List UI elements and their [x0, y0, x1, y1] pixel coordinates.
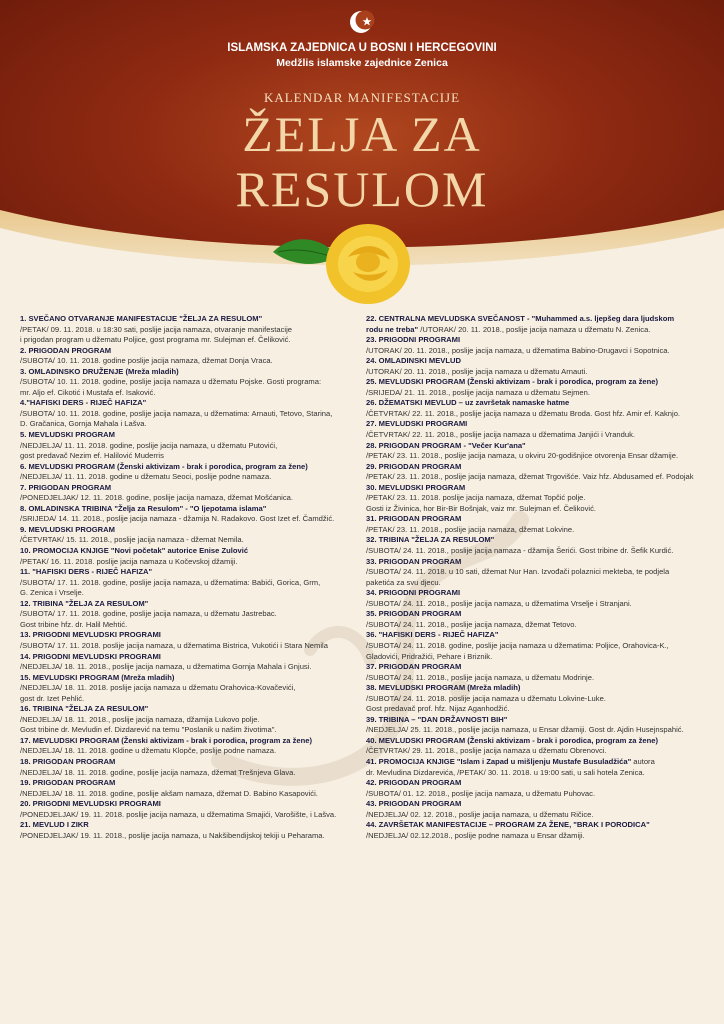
event-title: 39. TRIBINA – "DAN DRŽAVNOSTI BIH" — [366, 714, 508, 724]
event-item — [20, 820, 365, 841]
event-description: /PETAK/ 09. 11. 2018. u 18:30 sati, poslije jacija namaza, otvaranje manifestacije — [20, 324, 292, 334]
event-description: /SUBOTA/ 24. 11. 2018., poslije jacija namaza, u džematu Modrinje. — [366, 672, 595, 682]
event-item — [20, 483, 365, 504]
event-description: Gosti iz Živinica, hor Bir-Bir Bošnjak, vaiz mr. Sulejman ef. Čeliković. — [366, 503, 596, 513]
event-description: /NEDJELJA/ 18. 11. 2018. godine, poslije akšam namaza, džemat D. Babino Kasapovići. — [20, 788, 318, 798]
event-title: 33. PRIGODAN PROGRAM — [366, 556, 462, 566]
event-title: 1. SVEČANO OTVARANJE MANIFESTACIJE "ŽELJA ZA RESULOM" — [20, 314, 263, 323]
event-description: /PONEDJELJAK/ 19. 11. 2018., poslije jacija namaza, u Nakšibendijskoj tekiji u Peharama. — [20, 830, 325, 840]
event-description: gost dr. Izet Pehlić. — [20, 693, 85, 703]
event-description: /PETAK/ 16. 11. 2018. poslije jacija namaza u Kočevskoj džamiji. — [20, 556, 238, 566]
title-line-2: RESULOM — [235, 161, 489, 217]
event-item — [366, 356, 711, 377]
event-title: 35. PRIGODAN PROGRAM — [366, 609, 462, 619]
event-description: /SUBOTA/ 24. 11. 2018. poslije jacija namaza u džematu Lokvine-Luke. — [366, 693, 606, 703]
event-description: i prigodan program u džematu Poljice, gost programa mr. Sulejman ef. Čeliković. — [20, 335, 291, 345]
events-column-left — [20, 314, 365, 841]
event-item — [366, 757, 711, 778]
event-description: /SUBOTA/ 24. 11. 2018., poslije jacija namaza, u džematima Vrselje i Stranjani. — [366, 598, 632, 608]
event-title: 38. MEVLUDSKI PROGRAM (Mreža mladih) — [366, 683, 521, 693]
event-item — [20, 398, 365, 430]
event-description: /PETAK/ 23. 11. 2018., poslije jacija namaza, u okviru 20-godišnjice otvorenja Ensar džamije. — [366, 451, 679, 461]
event-title: 32. TRIBINA "ŽELJA ZA RESULOM" — [366, 535, 495, 545]
event-description: /SUBOTA/ 24. 11. 2018. godine, poslije jacija namaza u džematima: Poljice, Orahovica-K., — [366, 640, 669, 650]
event-description: /SUBOTA/ 10. 11. 2018. godine, poslije jacija namaza u džematu Pojske. Gosti programa: — [20, 377, 322, 387]
event-description: gost predavač Nezim ef. Halilović Muderris — [20, 451, 164, 461]
event-description: paketića za svu djecu. — [366, 577, 441, 587]
event-item — [20, 704, 365, 736]
event-item — [20, 546, 365, 567]
event-item — [20, 736, 365, 757]
event-title: 44. ZAVRŠETAK MANIFESTACIJE – PROGRAM ZA ŽENE, "BRAK I PORODICA" — [366, 820, 650, 830]
event-title: 6. MEVLUDSKI PROGRAM (Ženski aktivizam - brak i porodica, program za žene) — [20, 461, 308, 471]
event-description: Gost tribine hfz. dr. Halil Mehtić. — [20, 619, 128, 629]
event-title: 27. MEVLUDSKI PROGRAMI — [366, 419, 468, 429]
event-item — [366, 462, 711, 483]
event-item — [366, 630, 711, 662]
event-item — [366, 715, 711, 736]
event-title: 36. "HAFISKI DERS - RIJEČ HAFIZA" — [366, 630, 499, 640]
event-item — [20, 673, 365, 705]
event-description: /NEDJELJA/ 18. 11. 2018., poslije jacija namaza, u džematima Gornja Mahala i Gnjusi. — [20, 662, 312, 672]
event-title: 26. DŽEMATSKI MEVLUD – uz završetak namaske hatme — [366, 398, 570, 408]
event-description: /SRIJEDA/ 14. 11. 2018., poslije jacija namaza - džamija N. Radakovo. Gost Izet ef. Čamdžić. — [20, 514, 335, 524]
event-description: /PETAK/ 23. 11. 2018., poslije jacija namaza, džemat Trgovišće. Vaiz hfz. Abdusamed ef. Podojak — [366, 472, 694, 482]
event-description: /SUBOTA/ 10. 11. 2018. godine poslije jacija namaza, džemat Donja Vraca. — [20, 356, 273, 366]
event-description: /SUBOTA/ 24. 11. 2018. u 10 sati, džemat Nur Han. Izvođači polaznici mekteba, te podjela — [366, 567, 670, 577]
event-item — [20, 462, 365, 483]
event-title: 42. PRIGODAN PROGRAM — [366, 778, 462, 788]
calendar-subtitle: KALENDAR MANIFESTACIJE — [263, 90, 461, 105]
event-item — [366, 398, 711, 419]
event-description: /NEDJELJA/ 18. 11. 2018. godine, poslije jacija namaza, džemat Trešnjeva Glava. — [20, 767, 296, 777]
event-title: 7. PRIGODAN PROGRAM — [20, 482, 112, 492]
event-description: /ČETVRTAK/ 22. 11. 2018., poslije jacija namaza u džematu Broda. Gost hfz. Amir ef. Kaknjo. — [366, 408, 681, 418]
event-description: /NEDJELJA/ 18. 11. 2018., poslije jacija namaza, džamija Lukovo polje. — [20, 714, 260, 724]
event-description: /SUBOTA/ 10. 11. 2018. godine, poslije jacija namaza, u džematima: Arnauti, Tetovo, Starina, — [20, 408, 333, 418]
title-line-1: ŽELJA ZA — [242, 106, 482, 162]
event-description: /SUBOTA/ 17. 11. 2018. godine, poslije jacija namaza, u džematu Jastrebac. — [20, 609, 277, 619]
event-title: 10. PROMOCIJA KNJIGE "Novi početak" autorice Enise Zulović — [20, 546, 249, 556]
event-title: 41. PROMOCIJA KNJIGE "Islam i Zapad u mišljenju Mustafe Busuladžića" autora — [366, 756, 655, 766]
event-title: 11. "HAFISKI DERS - RIJEČ HAFIZA" — [20, 567, 153, 577]
event-item — [366, 441, 711, 462]
event-title: 31. PRIGODAN PROGRAM — [366, 514, 462, 524]
event-title: 40. MEVLUDSKI PROGRAM (Ženski aktivizam - brak i porodica, program za žene) — [366, 735, 659, 745]
event-title: 4."HAFISKI DERS - RIJEČ HAFIZA" — [20, 398, 147, 408]
event-item — [20, 799, 365, 820]
event-item — [20, 599, 365, 631]
event-item — [366, 736, 711, 757]
event-item — [20, 346, 365, 367]
organization-subname: Medžlis islamske zajednice Zenica — [276, 57, 448, 69]
event-description: /UTORAK/ 20. 11. 2018., poslije jacija namaza u džematu Arnauti. — [366, 366, 588, 376]
event-description: /PONEDJELJAK/ 12. 11. 2018. godine, poslije jacija namaza, džemat Mošćanica. — [20, 493, 293, 503]
event-title: 30. MEVLUDSKI PROGRAM — [366, 482, 466, 492]
event-description: Gladovići, Pridražići, Pehare i Briznik. — [366, 651, 493, 661]
event-item — [366, 377, 711, 398]
event-description: Gost tribine dr. Mevludin ef. Dizdarević na temu "Poslanik u našim životima". — [20, 725, 277, 735]
event-title: 19. PRIGODAN PROGRAM — [20, 778, 116, 788]
event-item — [366, 483, 711, 515]
crescent-star-logo-icon — [348, 8, 376, 36]
event-description: mr. Aljo ef. Cikotić i Mustafa ef. Isaković. — [20, 387, 156, 397]
event-item — [20, 652, 365, 673]
event-description: D. Gračanica, Gornja Mahala i Lašva. — [20, 419, 147, 429]
event-item — [366, 662, 711, 683]
event-title: 34. PRIGODNI PROGRAMI — [366, 588, 461, 598]
event-title: 8. OMLADINSKA TRIBINA "Želja za Resulom" - "O ljepotama islama" — [20, 503, 267, 513]
event-description: /SUBOTA/ 17. 11. 2018. godine, poslije jacija namaza, u džematima: Babići, Gorica, Grm, — [20, 577, 321, 587]
event-description: /NEDJELJA/ 18. 11. 2018. poslije jacija namaza u džematu Orahovica-Kovačevići, — [20, 683, 296, 693]
event-title: 29. PRIGODAN PROGRAM — [366, 461, 462, 471]
event-item — [20, 567, 365, 599]
event-item — [20, 430, 365, 462]
event-item — [366, 683, 711, 715]
event-description: /UTORAK/ 20. 11. 2018., poslije jacija namaza, u džematima Babino-Drugavci i Sopotnica. — [366, 345, 670, 355]
event-item — [20, 757, 365, 778]
event-description: /NEDJELJA/ 02.12.2018., poslije podne namaza u Ensar džamiji. — [366, 830, 585, 840]
event-description: /PETAK/ 23. 11. 2018. poslije jacija namaza, džemat Topčić polje. — [366, 493, 586, 503]
event-title: 5. MEVLUDSKI PROGRAM — [20, 430, 115, 440]
event-description: G. Zenica i Vrselje. — [20, 588, 84, 598]
event-description: /PETAK/ 23. 11. 2018., poslije jacija namaza, džemat Lokvine. — [366, 524, 575, 534]
event-description: /SUBOTA/ 24. 11. 2018., poslije jacija namaza - džamija Šerići. Gost tribine dr. Šefik Kurdić. — [366, 546, 674, 556]
event-item — [366, 799, 711, 820]
event-description: /NEDJELJA/ 02. 12. 2018., poslije jacija namaza, u džematu Ričice. — [366, 809, 594, 819]
event-item — [366, 535, 711, 556]
organization-name: ISLAMSKA ZAJEDNICA U BOSNI I HERCEGOVINI — [227, 42, 497, 54]
event-description: /ČETVRTAK/ 15. 11. 2018., poslije jacija namaza - džemat Nemila. — [20, 535, 244, 545]
event-item — [366, 314, 711, 335]
event-description: /NEDJELJA/ 11. 11. 2018. godine, poslije jacija namaza, u džematu Putovići, — [20, 440, 278, 450]
event-description: /SRIJEDA/ 21. 11. 2018., poslije jacija namaza u džematu Sejmen. — [366, 387, 590, 397]
event-item — [366, 419, 711, 440]
event-title: 3. OMLADINSKO DRUŽENJE (Mreža mladih) — [20, 366, 179, 376]
event-item — [20, 778, 365, 799]
event-description: /NEDJELJA/ 25. 11. 2018., poslije jacija namaza, u Ensar džamiji. Gost dr. Ajdin Husejnspahić. — [366, 725, 684, 735]
event-item — [20, 367, 365, 399]
event-item — [366, 820, 711, 841]
event-title-tail: autora — [631, 756, 655, 766]
event-title: 43. PRIGODAN PROGRAM — [366, 799, 462, 809]
event-item — [366, 778, 711, 799]
event-item — [366, 588, 711, 609]
event-title: 14. PRIGODNI MEVLUDSKI PROGRAMI — [20, 651, 161, 661]
event-description: /ČETVRTAK/ 22. 11. 2018., poslije jacija namaza u džematima Janjići i Vranduk. — [366, 430, 636, 440]
event-item — [20, 630, 365, 651]
event-item — [20, 314, 365, 346]
event-title: 13. PRIGODNI MEVLUDSKI PROGRAMI — [20, 630, 161, 640]
event-title: 12. TRIBINA "ŽELJA ZA RESULOM" — [20, 598, 149, 608]
event-item — [20, 525, 365, 546]
event-title: 23. PRIGODNI PROGRAMI — [366, 335, 461, 345]
event-title: 16. TRIBINA "ŽELJA ZA RESULOM" — [20, 704, 149, 714]
event-description: /NEDJELJA/ 11. 11. 2018. godine u džematu Seoci, poslije podne namaza. — [20, 472, 272, 482]
event-title: 25. MEVLUDSKI PROGRAM (Ženski aktivizam - brak i porodica, program za žene) — [366, 377, 659, 387]
yellow-rose-image — [268, 212, 418, 312]
event-title: 37. PRIGODAN PROGRAM — [366, 662, 462, 672]
event-description: /ČETVRTAK/ 29. 11. 2018., poslije jacija namaza u džematu Obrenovci. — [366, 746, 607, 756]
event-description: /SUBOTA/ 17. 11. 2018. poslije jacija namaza, u džematima Bistrica, Vukotići i Stara Nemila — [20, 640, 328, 650]
event-title: 15. MEVLUDSKI PROGRAM (Mreža mladih) — [20, 672, 175, 682]
event-description: /NEDJELJA/ 18. 11. 2018. godine u džematu Klopče, poslije podne namaza. — [20, 746, 277, 756]
event-title-continuation: rodu ne treba" /UTORAK/ 20. 11. 2018., poslije jacija namaza u džematu N. Zenica. — [366, 324, 651, 334]
event-title: 22. CENTRALNA MEVLUDSKA SVEČANOST - "Muhammed a.s. ljepšeg dara ljudskom — [366, 314, 675, 323]
event-description: /SUBOTA/ 24. 11. 2018., poslije jacija namaza, džemat Tetovo. — [366, 619, 577, 629]
event-item — [366, 514, 711, 535]
event-title: 24. OMLADINSKI MEVLUD — [366, 356, 461, 366]
event-title: 18. PRIGODAN PROGRAM — [20, 756, 116, 766]
event-title: 28. PRIGODAN PROGRAM - "Večer Kur'ana" — [366, 440, 526, 450]
event-title: 2. PRIGODAN PROGRAM — [20, 345, 112, 355]
event-item — [366, 557, 711, 589]
event-description: /PONEDJELJAK/ 19. 11. 2018. poslije jacija namaza, u džematima Smajići, Varošište, i Lašva. — [20, 809, 337, 819]
event-title: 21. MEVLUD I ZIKR — [20, 820, 89, 830]
event-item — [20, 504, 365, 525]
event-title: 20. PRIGODNI MEVLUDSKI PROGRAMI — [20, 799, 161, 809]
event-item — [366, 609, 711, 630]
events-column-right — [366, 314, 711, 841]
event-description: Gost predavač prof. hfz. Nijaz Aganhodžić. — [366, 704, 510, 714]
event-description: /SUBOTA/ 01. 12. 2018., poslije jacija namaza, u džematu Puhovac. — [366, 788, 596, 798]
event-title: 9. MEVLUDSKI PROGRAM — [20, 524, 115, 534]
event-description: dr. Mevludina Dizdarevića, /PETAK/ 30. 11. 2018. u 19:00 sati, u sali hotela Zenica. — [366, 767, 645, 777]
event-item — [366, 335, 711, 356]
event-title: 17. MEVLUDSKI PROGRAM (Ženski aktivizam - brak i porodica, program za žene) — [20, 735, 313, 745]
